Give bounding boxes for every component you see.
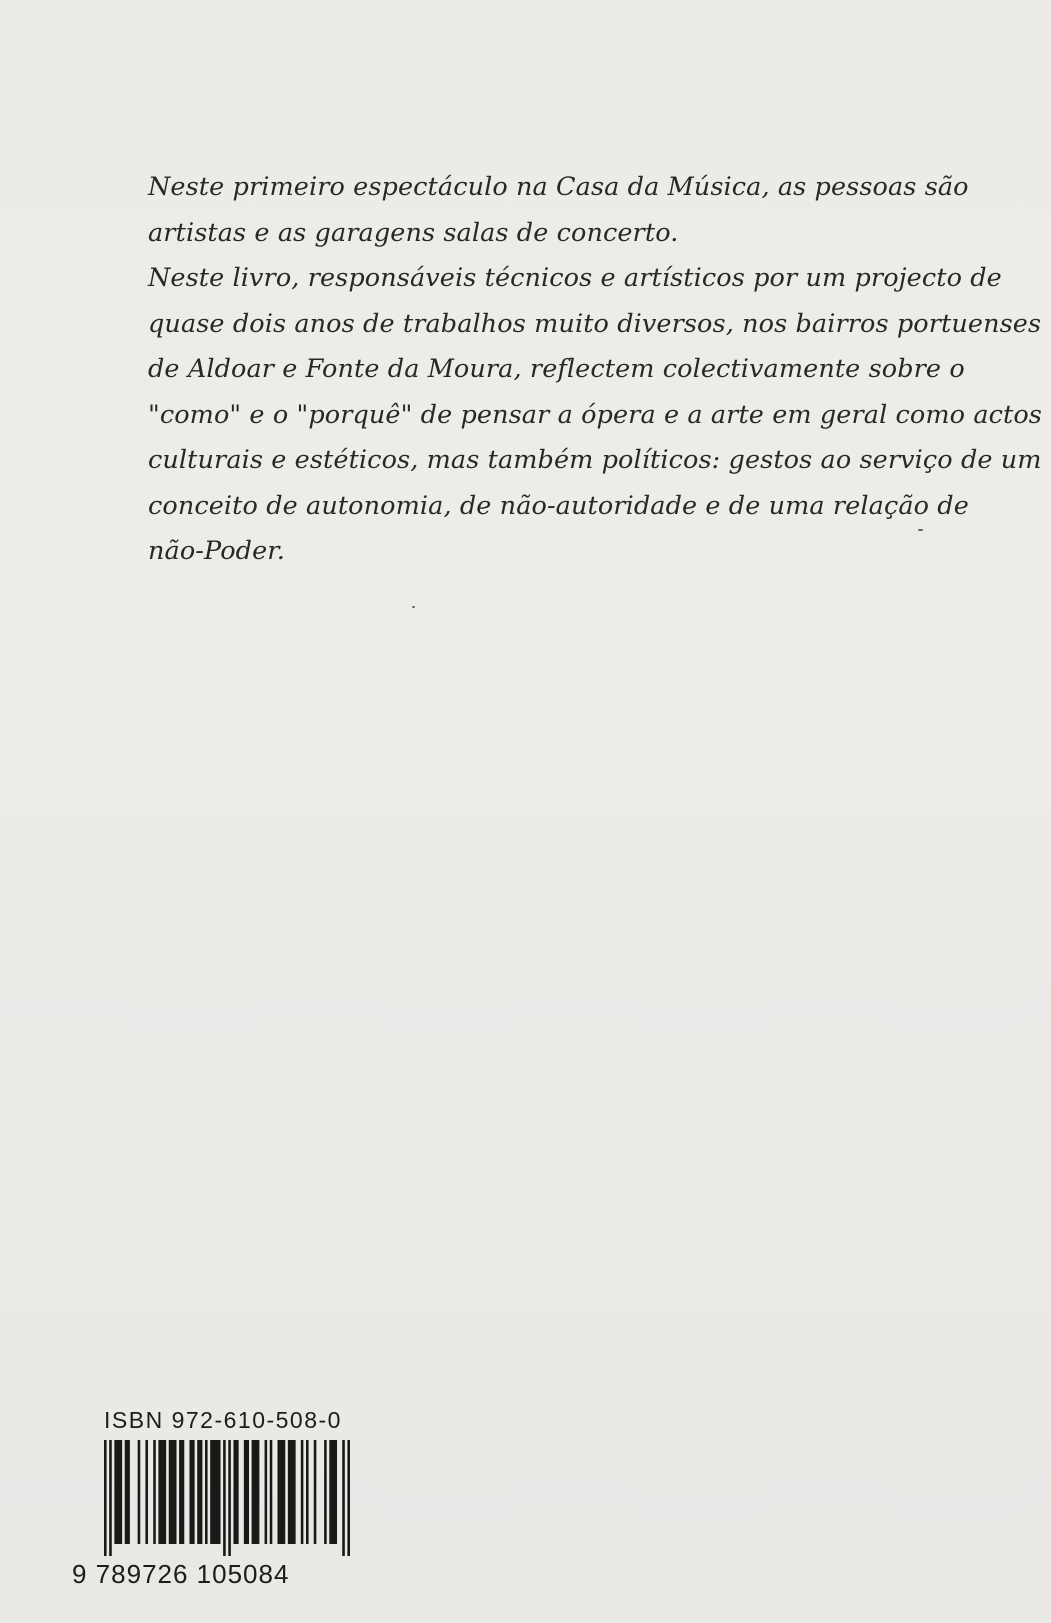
barcode-bar bbox=[223, 1440, 226, 1556]
barcode-bar bbox=[270, 1440, 273, 1544]
blurb-line: quase dois anos de trabalhos muito diversos, nos bairros portuenses bbox=[148, 308, 1042, 339]
blurb-line: artistas e as garagens salas de concerto. bbox=[148, 217, 679, 248]
paper-speck bbox=[918, 529, 923, 531]
barcode-digits: 9 789726 105084 bbox=[72, 1559, 290, 1589]
barcode-bar bbox=[277, 1440, 285, 1544]
barcode-bar bbox=[314, 1440, 317, 1544]
barcode-bar bbox=[342, 1440, 345, 1556]
barcode-bar bbox=[228, 1440, 231, 1556]
blurb-line: Neste livro, responsáveis técnicos e artísticos por um projecto de bbox=[148, 263, 1002, 293]
blurb-line: conceito de autonomia, de não-autoridade e de uma relação de bbox=[148, 490, 969, 521]
barcode-bar bbox=[288, 1440, 296, 1544]
barcode-bar bbox=[189, 1440, 194, 1544]
barcode-bar bbox=[252, 1440, 260, 1544]
barcode-bar bbox=[329, 1440, 337, 1544]
blurb-line: de Aldoar e Fonte da Moura, reflectem colectivamente sobre o bbox=[148, 354, 965, 384]
barcode-bar bbox=[210, 1440, 220, 1544]
barcode-bar bbox=[109, 1440, 112, 1556]
barcode-bar bbox=[153, 1440, 156, 1544]
barcode-bar bbox=[301, 1440, 304, 1544]
barcode-bar bbox=[114, 1440, 122, 1544]
barcode-bar bbox=[205, 1440, 208, 1544]
barcode-bar bbox=[104, 1440, 107, 1556]
blurb-line: "como" e o "porquê" de pensar a ópera e a arte em geral como actos bbox=[148, 399, 1042, 430]
barcode-bar bbox=[125, 1440, 130, 1544]
barcode-bar bbox=[169, 1440, 177, 1544]
blurb-line: não-Poder. bbox=[148, 536, 285, 566]
barcode-bar bbox=[158, 1440, 166, 1544]
barcode-bar bbox=[244, 1440, 249, 1544]
barcode-bar bbox=[179, 1440, 184, 1544]
blurb-text bbox=[148, 165, 1042, 575]
blurb-line: Neste primeiro espectáculo na Casa da Música, as pessoas são bbox=[148, 172, 969, 202]
barcode-bar bbox=[138, 1440, 141, 1544]
barcode-bar bbox=[197, 1440, 202, 1544]
isbn-label: ISBN 972-610-508-0 bbox=[104, 1407, 342, 1433]
barcode-bar bbox=[233, 1440, 238, 1544]
barcode-bar bbox=[324, 1440, 327, 1544]
barcode bbox=[104, 1440, 350, 1556]
paper-speck bbox=[412, 606, 415, 608]
barcode-bar bbox=[265, 1440, 268, 1544]
barcode-bar bbox=[306, 1440, 309, 1544]
barcode-bar bbox=[347, 1440, 350, 1556]
blurb-line: culturais e estéticos, mas também políticos: gestos ao serviço de um bbox=[148, 445, 1042, 475]
barcode-bar bbox=[145, 1440, 148, 1544]
